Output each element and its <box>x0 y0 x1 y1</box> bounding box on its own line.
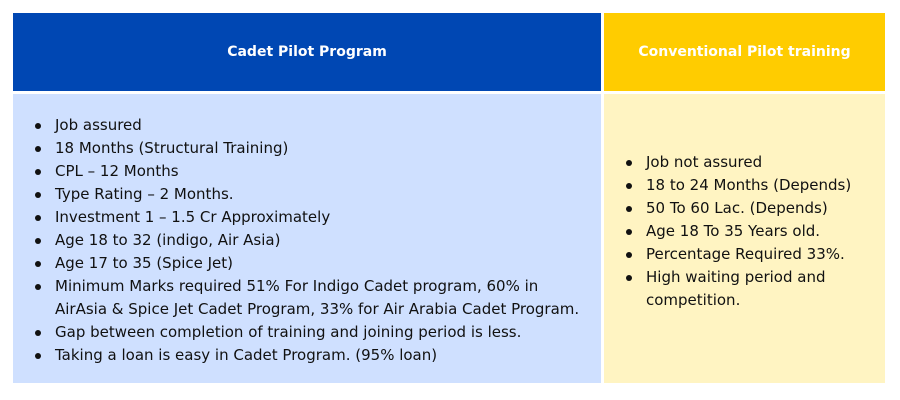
list-item: Job assured <box>55 114 589 137</box>
cadet-pilot-program-list <box>25 114 589 367</box>
comparison-table <box>13 13 885 383</box>
conventional-pilot-training-title: Conventional Pilot training <box>638 44 851 60</box>
conventional-pilot-training-header <box>604 13 885 91</box>
list-item: Minimum Marks required 51% For Indigo Cadet program, 60% in AirAsia & Spice Jet Cadet Program, 33% for Air Arabia Cadet Program. <box>55 275 589 321</box>
list-item: CPL – 12 Months <box>55 160 589 183</box>
list-item: Age 18 to 32 (indigo, Air Asia) <box>55 229 589 252</box>
list-item: Gap between completion of training and joining period is less. <box>55 321 589 344</box>
list-item: Job not assured <box>646 151 873 174</box>
list-item: Type Rating – 2 Months. <box>55 183 589 206</box>
list-item: Percentage Required 33%. <box>646 243 873 266</box>
list-item: Age 17 to 35 (Spice Jet) <box>55 252 589 275</box>
list-item: High waiting period and competition. <box>646 266 873 312</box>
list-item: 50 To 60 Lac. (Depends) <box>646 197 873 220</box>
list-item: Investment 1 – 1.5 Cr Approximately <box>55 206 589 229</box>
cadet-pilot-program-details <box>13 94 601 383</box>
cadet-pilot-program-title: Cadet Pilot Program <box>227 44 387 60</box>
conventional-pilot-training-list <box>616 151 873 312</box>
list-item: Age 18 To 35 Years old. <box>646 220 873 243</box>
cadet-pilot-program-header <box>13 13 601 91</box>
list-item: 18 Months (Structural Training) <box>55 137 589 160</box>
list-item: Taking a loan is easy in Cadet Program. (95% loan) <box>55 344 589 367</box>
list-item: 18 to 24 Months (Depends) <box>646 174 873 197</box>
conventional-pilot-training-details <box>604 94 885 383</box>
